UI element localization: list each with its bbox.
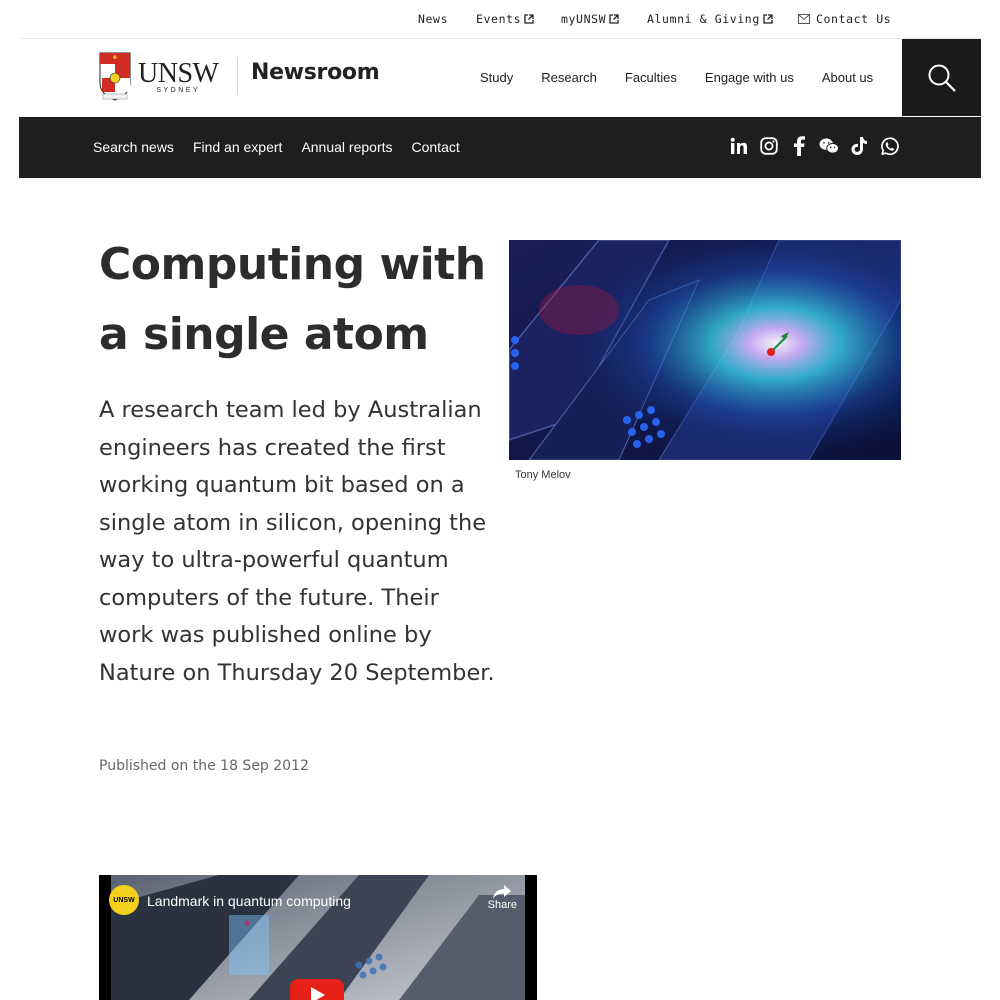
utility-link-events[interactable]: [476, 12, 534, 26]
facebook-icon[interactable]: [789, 136, 809, 156]
article-headline: Computing with a single atom: [99, 239, 486, 360]
wechat-icon[interactable]: [819, 136, 839, 156]
subnav-search-news[interactable]: Search news: [93, 139, 174, 155]
main-nav-research[interactable]: Research: [541, 70, 597, 85]
share-button[interactable]: [488, 885, 517, 911]
share-label: Share: [487, 899, 517, 911]
subnav-annual-reports[interactable]: Annual reports: [301, 139, 393, 155]
published-date: Published on the 18 Sep 2012: [99, 758, 309, 774]
utility-link-label: Events: [476, 12, 522, 26]
main-header: [19, 38, 981, 117]
envelope-icon: [798, 14, 810, 24]
main-nav-faculties[interactable]: Faculties: [624, 70, 677, 85]
whatsapp-icon[interactable]: [879, 136, 899, 156]
play-icon: [290, 979, 344, 1000]
main-nav-about[interactable]: About us: [821, 70, 874, 85]
utility-link-label: Alumni & Giving: [647, 12, 760, 26]
utility-link-alumni-giving[interactable]: [647, 12, 773, 26]
wordmark-text: UNSW: [138, 58, 219, 89]
utility-link-label: myUNSW: [561, 12, 607, 26]
video-embed[interactable]: [99, 875, 537, 1000]
unsw-wordmark: [138, 60, 218, 94]
unsw-logo[interactable]: [99, 52, 218, 102]
article-standfirst: A research team led by Australian engineers has created the first working quantum bit based on a single atom in silicon, opening the way to ultra-powerful quantum computers of the future. Their work was published online by Nature on Thursday 20 September.: [99, 397, 495, 686]
share-icon: [493, 885, 511, 899]
newsroom-subnav: [19, 117, 981, 178]
utility-link-news[interactable]: [418, 12, 448, 26]
hero-image: [509, 240, 901, 460]
tiktok-icon[interactable]: [849, 136, 869, 156]
subnav-contact[interactable]: Contact: [411, 139, 460, 155]
main-nav: [480, 70, 873, 85]
channel-avatar[interactable]: [109, 885, 139, 915]
logo-divider: [237, 57, 238, 95]
main-nav-engage[interactable]: Engage with us: [704, 70, 794, 85]
channel-badge-text: UNSW: [113, 896, 135, 904]
social-links: [729, 136, 899, 156]
image-caption: Tony Melov: [515, 469, 571, 481]
linkedin-icon[interactable]: [729, 136, 749, 156]
search-icon: [927, 63, 957, 93]
site-name[interactable]: Newsroom: [251, 60, 380, 85]
search-button[interactable]: [902, 39, 981, 116]
utility-link-label: Contact Us: [816, 12, 892, 26]
wordmark-sub: SYDNEY: [156, 87, 201, 94]
utility-link-label: News: [418, 12, 449, 26]
utility-bar: [0, 0, 1000, 38]
video-title[interactable]: Landmark in quantum computing: [147, 893, 351, 909]
subnav-find-expert[interactable]: Find an expert: [192, 139, 283, 155]
instagram-icon[interactable]: [759, 136, 779, 156]
utility-link-myunsw[interactable]: [561, 12, 619, 26]
external-link-icon: [763, 14, 773, 24]
external-link-icon: [609, 14, 619, 24]
external-link-icon: [524, 14, 534, 24]
utility-link-contact-us[interactable]: [798, 12, 891, 26]
play-button[interactable]: [290, 979, 344, 1000]
main-nav-study[interactable]: Study: [480, 70, 514, 85]
unsw-crest-icon: [99, 52, 131, 102]
